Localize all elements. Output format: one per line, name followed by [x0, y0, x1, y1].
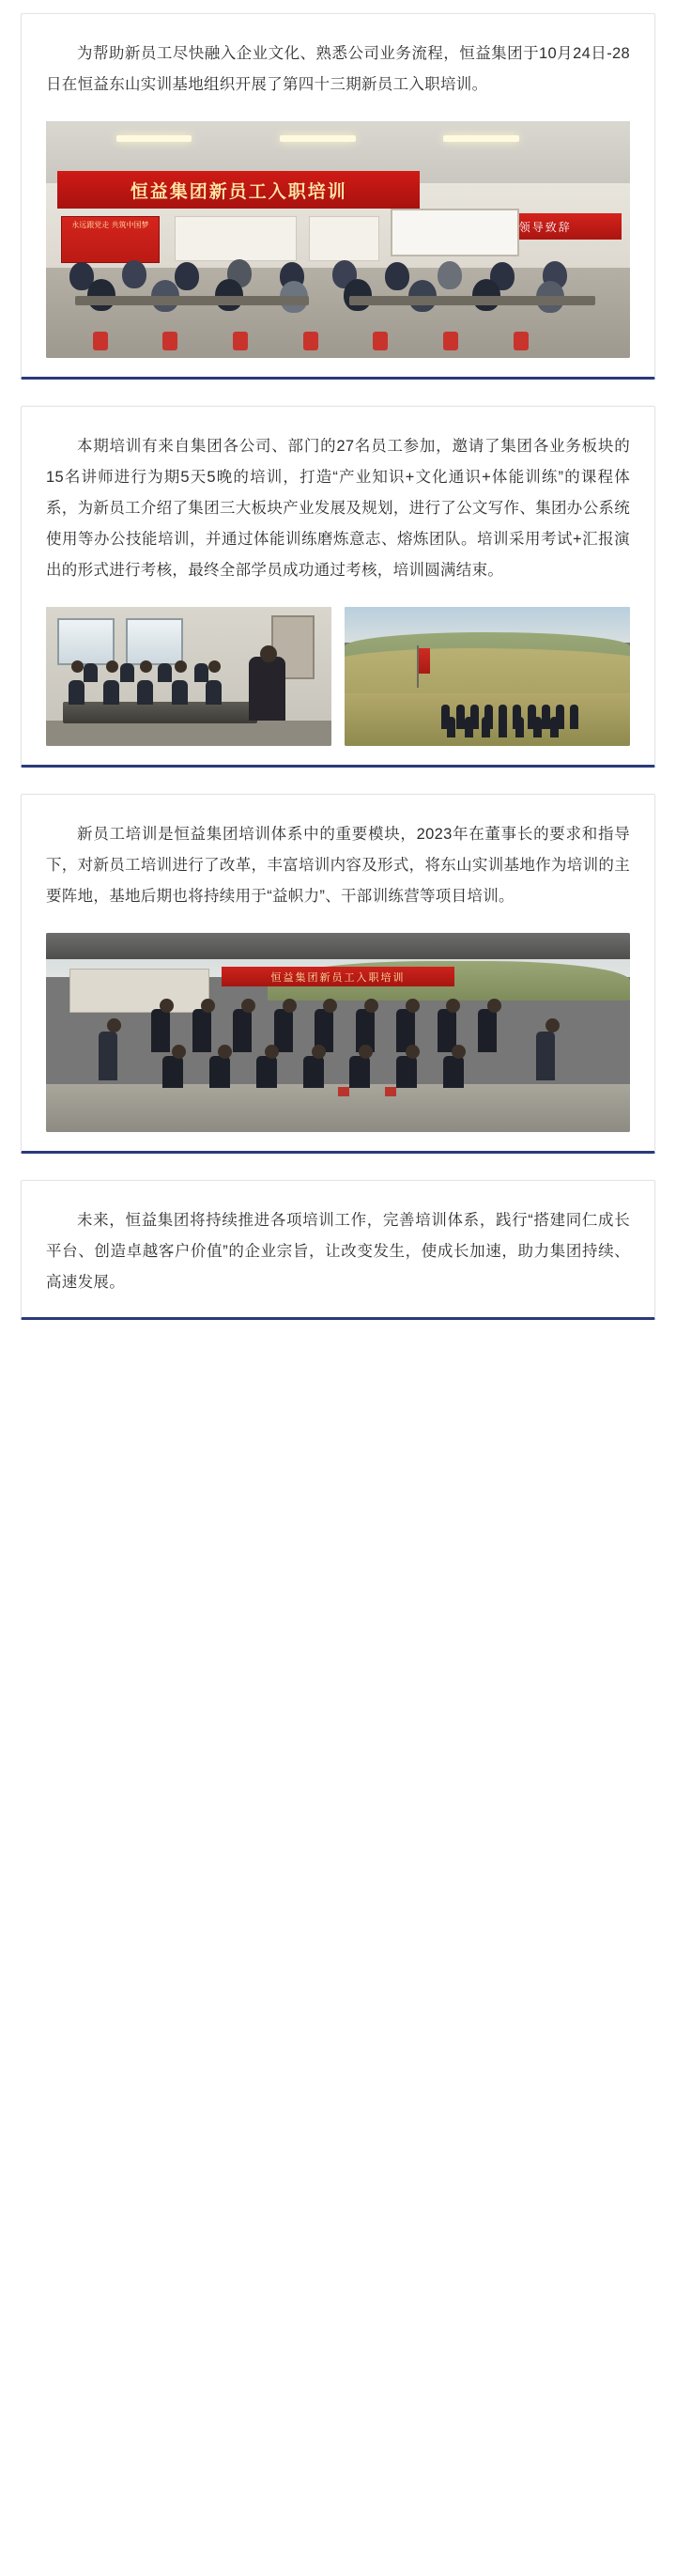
stool — [443, 332, 458, 350]
seated-trainee — [103, 680, 119, 705]
classroom-lecture-photo — [46, 607, 331, 746]
seated-trainee — [69, 680, 84, 705]
red-chair — [385, 1087, 396, 1096]
seated-trainee — [194, 663, 208, 682]
wall-poster: 永远跟党走 共筑中国梦 — [61, 216, 161, 263]
red-chair — [338, 1087, 349, 1096]
section-3-paragraph: 新员工培训是恒益集团培训体系中的重要模块，2023年在董事长的要求和指导下，对新员工培训进行了改革，丰富培训内容及形式，将东山实训基地作为培训的主要阵地，基地后期也将持续用于“益帜力”、干部训练营等项目培训。 — [46, 826, 630, 905]
building — [69, 969, 209, 1013]
article-section-2 — [21, 406, 655, 768]
ceiling-light — [443, 135, 519, 142]
section-1-image-wrap — [46, 121, 630, 358]
canopy-roof — [46, 933, 630, 959]
stool — [93, 332, 108, 350]
desk — [349, 296, 594, 305]
stool — [162, 332, 177, 350]
window — [57, 618, 115, 665]
desk — [75, 296, 309, 305]
section-4-paragraph: 未来，恒益集团将持续推进各项培训工作，完善培训体系，践行“搭建同仁成长平台、创造卓越客户价值”的企业宗旨，让改变发生，使成长加速，助力集团持续、高速发展。 — [46, 1212, 630, 1291]
window — [126, 618, 183, 665]
section-3-image-wrap — [46, 933, 630, 1132]
stool — [514, 332, 529, 350]
seated-trainee — [172, 680, 188, 705]
article-section-4 — [21, 1180, 655, 1320]
ceiling-light — [280, 135, 356, 142]
conference-table — [63, 702, 257, 724]
standing-instructor — [249, 657, 286, 721]
section-1-paragraph: 为帮助新员工尽快融入企业文化、熟悉公司业务流程，恒益集团于10月24日-28日在恒益东山实训基地组织开展了第四十三期新员工入职培训。 — [46, 45, 630, 93]
seated-trainee — [84, 663, 98, 682]
article-section-3 — [21, 794, 655, 1154]
group-photo — [46, 933, 630, 1132]
floor — [46, 721, 331, 746]
stool — [303, 332, 318, 350]
group-photo-banner: 恒益集团新员工入职培训 — [222, 967, 455, 986]
seated-trainee — [206, 680, 222, 705]
stool — [233, 332, 248, 350]
audience — [46, 249, 630, 320]
seated-trainee — [158, 663, 172, 682]
seated-trainee — [120, 663, 134, 682]
training-hall-photo — [46, 121, 630, 358]
red-banner: 恒益集团新员工入职培训 — [57, 171, 420, 209]
stool — [373, 332, 388, 350]
section-2-paragraph: 本期培训有来自集团各公司、部门的27名员工参加，邀请了集团各业务板块的15名讲师进行为期5天5晚的培训，打造“产业知识+文化通识+体能训练”的课程体系，为新员工介绍了集团三大板块产业发展及规划，进行了公文写作、集团办公系统使用等办公技能培训，并通过体能训练磨炼意志、熔炼团队。培训采用考试+汇报演出的形式进行考核，最终全部学员成功通过考核，培训圆满结束。 — [46, 438, 630, 579]
outdoor-formation-photo — [345, 607, 630, 746]
red-flag — [419, 648, 430, 674]
seated-trainee — [137, 680, 153, 705]
side-red-banner: 领导致辞 — [469, 213, 622, 240]
ceiling-light — [116, 135, 192, 142]
section-2-image-row — [46, 607, 630, 746]
article-section-1 — [21, 13, 655, 380]
